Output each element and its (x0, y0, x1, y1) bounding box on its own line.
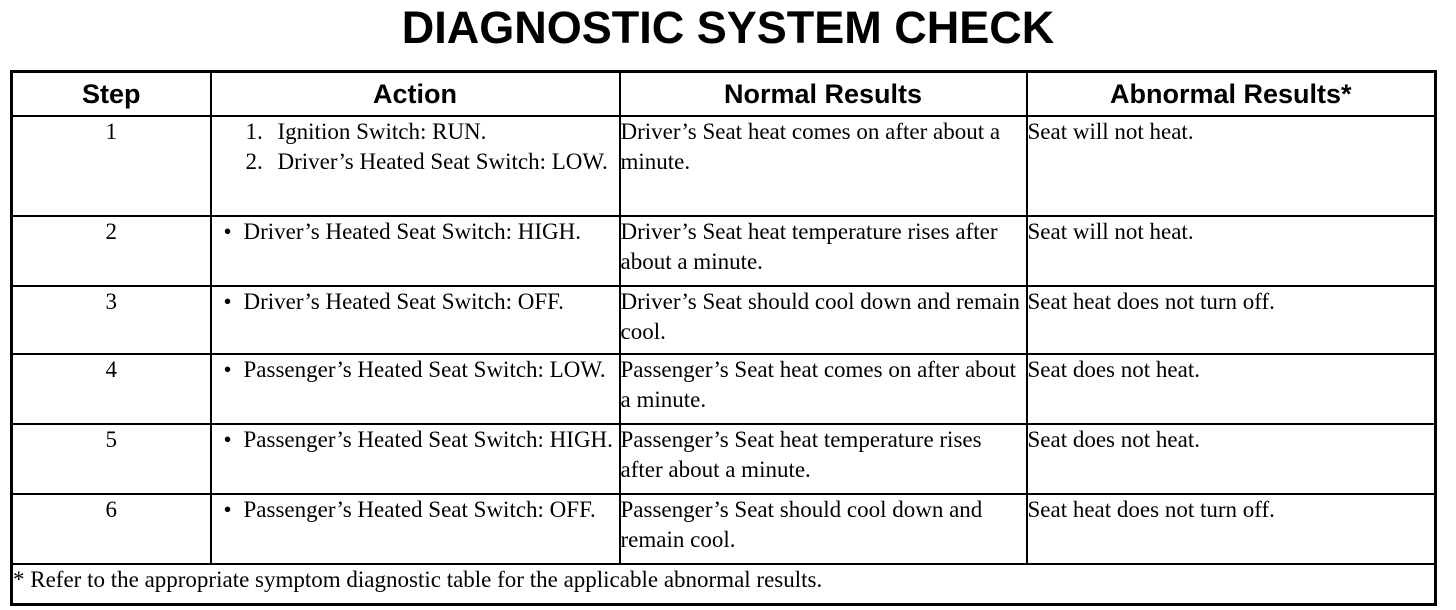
abnormal-result-cell: Seat heat does not turn off. (1027, 286, 1436, 354)
normal-result-cell: Driver’s Seat should cool down and remain cool. (620, 286, 1027, 354)
action-text: Driver’s Heated Seat Switch: OFF. (243, 289, 564, 314)
table-row (12, 494, 1436, 564)
normal-result-cell: Driver’s Seat heat comes on after about a minute. (620, 116, 1027, 216)
step-cell: 5 (12, 424, 211, 494)
action-cell (211, 424, 620, 494)
page-title: DIAGNOSTIC SYSTEM CHECK (401, 2, 1055, 53)
action-cell (211, 116, 620, 216)
bullet-marker: • (223, 357, 232, 382)
step-cell: 1 (12, 116, 211, 216)
action-text: Passenger’s Heated Seat Switch: HIGH. (243, 427, 613, 452)
header-action: Action (211, 72, 620, 117)
action-text: Driver’s Heated Seat Switch: LOW. (277, 149, 608, 174)
step-cell: 4 (12, 354, 211, 424)
step-cell: 2 (12, 216, 211, 286)
normal-result-cell: Passenger’s Seat heat temperature rises after about a minute. (620, 424, 1027, 494)
abnormal-result-cell: Seat does not heat. (1027, 354, 1436, 424)
abnormal-result-cell: Seat will not heat. (1027, 216, 1436, 286)
header-row (12, 72, 1436, 117)
bullet-marker: • (223, 289, 232, 314)
table-row (12, 216, 1436, 286)
table-row (12, 116, 1436, 216)
step-cell: 6 (12, 494, 211, 564)
action-cell (211, 354, 620, 424)
action-text: Driver’s Heated Seat Switch: HIGH. (243, 219, 581, 244)
normal-result-cell: Passenger’s Seat heat comes on after about a minute. (620, 354, 1027, 424)
bullet-marker: • (223, 427, 232, 452)
table-row (12, 354, 1436, 424)
action-list (246, 117, 619, 177)
action-text: Passenger’s Heated Seat Switch: OFF. (243, 497, 596, 522)
abnormal-result-cell: Seat heat does not turn off. (1027, 494, 1436, 564)
footnote-row (12, 564, 1436, 604)
table-row (12, 424, 1436, 494)
header-step: Step (12, 72, 211, 117)
abnormal-result-cell: Seat does not heat. (1027, 424, 1436, 494)
action-text: Ignition Switch: RUN. (277, 119, 487, 144)
normal-result-cell: Passenger’s Seat should cool down and remain cool. (620, 494, 1027, 564)
list-marker: 1. (245, 119, 263, 144)
step-cell: 3 (12, 286, 211, 354)
diagnostic-table (10, 70, 1437, 606)
abnormal-result-cell: Seat will not heat. (1027, 116, 1436, 216)
action-cell (211, 494, 620, 564)
normal-result-cell: Driver’s Seat heat temperature rises after about a minute. (620, 216, 1027, 286)
action-cell (211, 286, 620, 354)
header-abnormal-results: Abnormal Results* (1027, 72, 1436, 117)
list-marker: 2. (245, 149, 263, 174)
header-normal-results: Normal Results (620, 72, 1027, 117)
footnote: * Refer to the appropriate symptom diagnostic table for the applicable abnormal results. (12, 564, 1436, 604)
action-text: Passenger’s Heated Seat Switch: LOW. (243, 357, 606, 382)
table-row (12, 286, 1436, 354)
action-list-item (246, 117, 619, 147)
bullet-marker: • (223, 497, 232, 522)
action-cell (211, 216, 620, 286)
bullet-marker: • (223, 219, 232, 244)
action-list-item (246, 147, 619, 177)
